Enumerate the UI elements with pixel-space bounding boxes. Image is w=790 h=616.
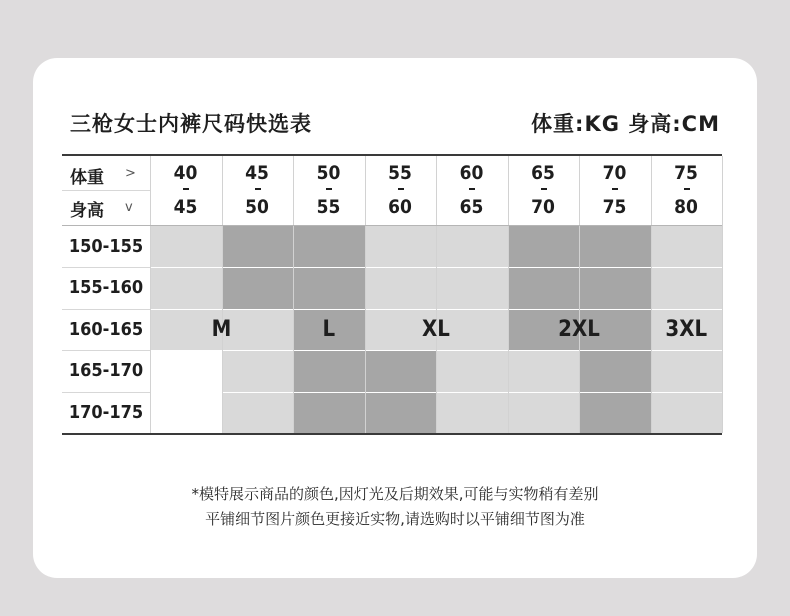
weight-range-start: 45 xyxy=(245,162,269,184)
size-cell xyxy=(579,392,651,434)
header-divider xyxy=(62,190,150,191)
size-label-xl: XL xyxy=(422,316,450,342)
size-cell xyxy=(508,350,580,392)
row-label-separator xyxy=(62,309,150,310)
weight-column-header xyxy=(222,158,293,222)
size-cell xyxy=(436,392,508,434)
weight-column-header xyxy=(436,158,507,222)
range-dash xyxy=(255,188,261,190)
range-dash xyxy=(398,188,404,190)
weight-range-end: 75 xyxy=(602,196,627,218)
unit-legend: 体重:KG 身高:CM xyxy=(531,112,720,136)
size-cell xyxy=(293,226,365,268)
header-bottom-rule xyxy=(62,225,722,226)
chart-title: 三枪女士内裤尺码快选表 xyxy=(70,112,312,136)
weight-range-start: 55 xyxy=(388,162,412,184)
size-cell xyxy=(436,267,508,309)
size-cell xyxy=(222,267,294,309)
size-cell xyxy=(579,267,651,309)
height-row-label: 165-170 xyxy=(68,360,144,382)
size-cell xyxy=(651,267,723,309)
size-label-l: L xyxy=(322,316,336,342)
weight-column-header xyxy=(651,158,722,222)
size-cell xyxy=(365,350,437,392)
size-cell xyxy=(293,350,365,392)
weight-column-header xyxy=(293,158,364,222)
weight-range-start: 70 xyxy=(602,162,627,184)
weight-column-header xyxy=(150,158,221,222)
size-cell xyxy=(579,350,651,392)
range-dash xyxy=(684,188,690,190)
disclaimer-line-1: *模特展示商品的颜色,因灯光及后期效果,可能与实物稍有差别 xyxy=(191,485,599,503)
size-cell xyxy=(365,226,437,268)
size-cell xyxy=(579,226,651,268)
size-cell xyxy=(436,226,508,268)
weight-range-start: 50 xyxy=(316,162,341,184)
range-dash xyxy=(326,188,332,190)
size-cell xyxy=(222,350,294,392)
range-dash xyxy=(183,188,189,190)
height-row-label: 160-165 xyxy=(68,318,144,340)
size-cell xyxy=(150,392,222,434)
weight-header-label: 体重 xyxy=(70,168,104,188)
height-row-label: 155-160 xyxy=(68,277,144,299)
height-row-label: 170-175 xyxy=(68,401,144,423)
height-row-label: 150-155 xyxy=(68,236,144,257)
weight-range-end: 60 xyxy=(388,196,412,218)
weight-column-header xyxy=(365,158,436,222)
size-label-m: M xyxy=(211,316,232,342)
weight-range-end: 70 xyxy=(531,196,555,218)
range-dash xyxy=(541,188,547,190)
weight-arrow: > xyxy=(125,166,136,181)
size-cell xyxy=(293,392,365,434)
weight-range-end: 65 xyxy=(459,196,484,218)
weight-range-end: 55 xyxy=(316,196,341,218)
size-cell xyxy=(222,226,294,268)
row-label-separator xyxy=(62,392,150,393)
size-label-3xl: 3XL xyxy=(665,316,708,342)
weight-range-end: 45 xyxy=(173,196,198,218)
column-separator xyxy=(722,156,723,433)
size-cell xyxy=(436,350,508,392)
weight-range-start: 75 xyxy=(674,162,698,184)
size-label-2xl: 2XL xyxy=(558,316,600,342)
disclaimer-line-2: 平铺细节图片颜色更接近实物,请选购时以平铺细节图为准 xyxy=(205,510,585,528)
range-dash xyxy=(612,188,618,190)
size-cell xyxy=(365,267,437,309)
weight-range-start: 40 xyxy=(173,162,198,184)
row-label-separator xyxy=(62,350,150,351)
weight-range-end: 80 xyxy=(674,196,698,218)
size-cell xyxy=(651,350,723,392)
size-cell xyxy=(150,267,222,309)
row-label-separator xyxy=(62,267,150,268)
size-cell xyxy=(150,350,222,392)
size-cell xyxy=(508,267,580,309)
weight-range-end: 50 xyxy=(245,196,269,218)
size-cell xyxy=(508,226,580,268)
weight-range-start: 65 xyxy=(531,162,555,184)
range-dash xyxy=(469,188,475,190)
size-cell xyxy=(651,392,723,434)
weight-column-header xyxy=(508,158,579,222)
size-cell xyxy=(222,392,294,434)
size-cell xyxy=(365,392,437,434)
weight-column-header xyxy=(579,158,650,222)
size-cell xyxy=(508,392,580,434)
size-cell xyxy=(150,226,222,268)
height-header-label: 身高 xyxy=(70,201,104,221)
table-top-rule xyxy=(62,154,722,156)
size-cell xyxy=(651,226,723,268)
height-arrow: v xyxy=(125,200,133,215)
table-bottom-rule xyxy=(62,433,722,435)
weight-range-start: 60 xyxy=(459,162,484,184)
size-cell xyxy=(293,267,365,309)
